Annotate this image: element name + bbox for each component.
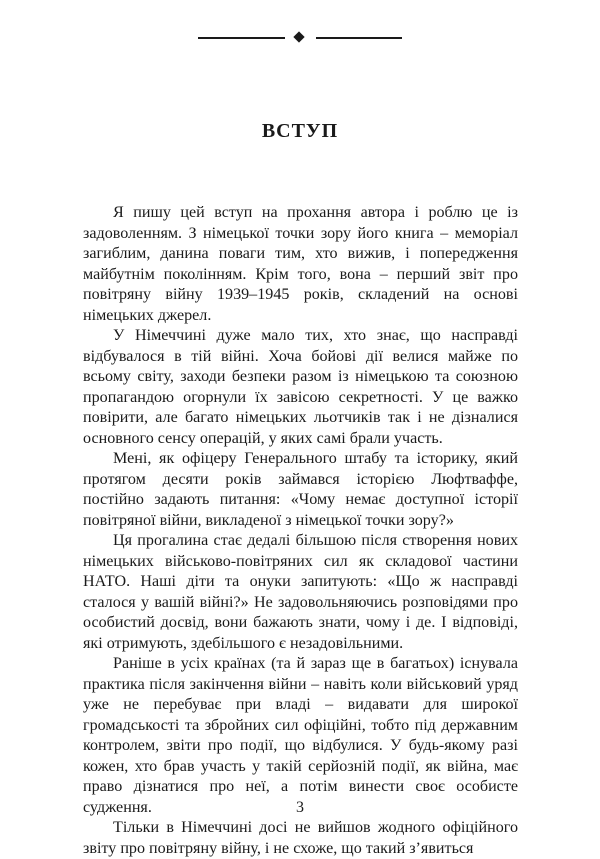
- paragraph-3: Мені, як офіцеру Генерального штабу та історику, який протягом десяти років займався історією Люфтваффе, постійно задають питання: «Чому немає доступної історії повітряної війни, викладеної з німецької точки зору?»: [83, 450, 518, 529]
- paragraph-5: Раніше в усіх країнах (та й зараз ще в багатьох) існувала практика після закінчення війни – навіть коли військовий уряд уже не перебуває при владі – видавати для широкої громадськості та збройних сил офіційні, тобто під державним контролем, звіти про події, що відбулися. У будь-якому разі кожен, хто брав участь у такій серйозній події, як війна, має право дізнатися про неї, а потім винести своє особисте судження.: [83, 655, 518, 816]
- diamond-icon: [293, 31, 304, 42]
- page-title: ВСТУП: [261, 120, 339, 142]
- page-number: 3: [296, 799, 304, 816]
- header-ornament: [0, 30, 600, 46]
- paragraph-2: У Німеччині дуже мало тих, хто знає, що насправді відбувалося в тій війні. Хоча бойові дії велися майже по всьому світу, заходи безпеки разом із німецькою та союзною пропагандою огорнули їх завісою секретності. У це важко повірити, але багато німецьких льотчиків так і не дізналися основного сенсу операцій, у яких самі брали участь.: [83, 327, 518, 447]
- paragraph-6: Тільки в Німеччині досі не вийшов жодного офіційного звіту про повітряну війну, і не схоже, що такий з’явиться: [83, 819, 518, 857]
- ornament-rule-left: [198, 37, 285, 39]
- ornament-rule-right: [316, 37, 402, 39]
- body-text: [83, 203, 518, 859]
- paragraph-4: Ця прогалина стає дедалі більшою після створення нових німецьких військово-повітряних сил як складової частини НАТО. Наші діти та онуки запитують: «Що ж насправді сталося у вашій війні?» Не задовольняючись розповідями про особистий досвід, вони бажають знати, чому і де. І відповіді, які отримують, здебільшого є незадовільними.: [83, 532, 518, 652]
- paragraph-1: Я пишу цей вступ на прохання автора і роблю це із задоволенням. З німецької точки зору його книга – меморіал загиблим, данина поваги тим, хто вижив, і попередження майбутнім поколінням. Крім того, вона – перший звіт про повітряну війну 1939–1945 років, складений на основі німецьких джерел.: [83, 204, 518, 324]
